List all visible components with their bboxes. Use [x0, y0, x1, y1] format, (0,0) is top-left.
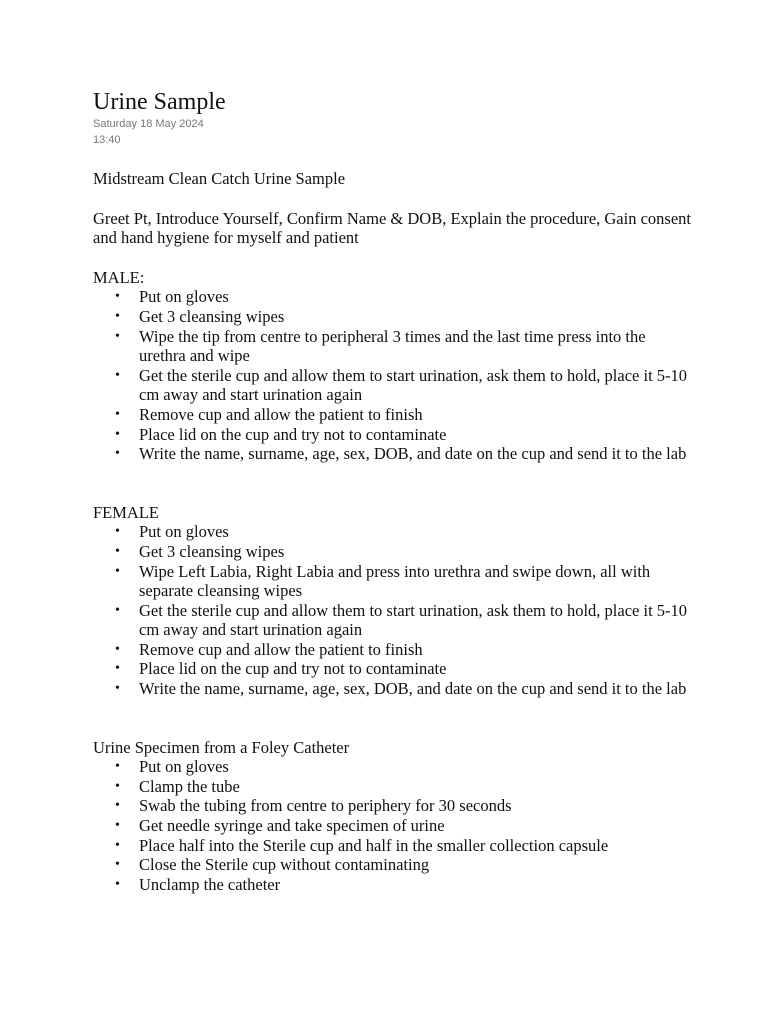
list-item: • Remove cup and allow the patient to finish [115, 404, 423, 424]
bullet-icon: • [115, 446, 120, 462]
list-item: • Get needle syringe and take specimen of urine [115, 816, 445, 836]
list-item: • Write the name, surname, age, sex, DOB, and date on the cup and send it to the lab [115, 444, 687, 464]
list-item: • Put on gloves [115, 287, 229, 307]
note-date: Saturday 18 May 2024 [93, 118, 204, 130]
list-item: • Place lid on the cup and try not to contaminate [115, 424, 447, 444]
bullet-icon: • [115, 798, 120, 814]
intro-paragraph: Greet Pt, Introduce Yourself, Confirm Name & DOB, Explain the procedure, Gain consent and hand hygiene for myself and patient [93, 208, 691, 248]
list-item: • Unclamp the catheter [115, 874, 281, 894]
bullet-icon: • [115, 759, 120, 775]
list-item: • Get 3 cleansing wipes [115, 306, 285, 326]
bullet-icon: • [115, 543, 120, 559]
bullet-icon: • [115, 818, 120, 834]
female-steps-list [93, 522, 693, 698]
list-item: • Write the name, surname, age, sex, DOB, and date on the cup and send it to the lab [115, 679, 687, 699]
list-item: • Swab the tubing from centre to periphery for 30 seconds [115, 796, 512, 816]
bullet-icon: • [115, 289, 120, 305]
note-subtitle: Midstream Clean Catch Urine Sample [93, 169, 346, 188]
bullet-icon: • [115, 876, 120, 892]
bullet-icon: • [115, 426, 120, 442]
bullet-icon: • [115, 367, 120, 383]
bullet-icon: • [115, 308, 120, 324]
bullet-icon: • [115, 524, 120, 540]
section-heading-female: FEMALE [93, 502, 159, 522]
list-item: • Wipe the tip from centre to peripheral 3 times and the last time press into the urethra and wipe [115, 326, 646, 366]
bullet-icon: • [115, 857, 120, 873]
male-steps-list [93, 287, 693, 463]
list-item: • Put on gloves [115, 757, 229, 777]
bullet-icon: • [115, 563, 120, 579]
bullet-icon: • [115, 837, 120, 853]
list-item: • Place half into the Sterile cup and half in the smaller collection capsule [115, 835, 609, 855]
section-heading-male: MALE: [93, 267, 145, 287]
bullet-icon: • [115, 406, 120, 422]
note-page [93, 88, 693, 894]
list-item: • Clamp the tube [115, 776, 240, 796]
list-item: • Remove cup and allow the patient to finish [115, 639, 423, 659]
list-item: • Place lid on the cup and try not to contaminate [115, 659, 447, 679]
bullet-icon: • [115, 328, 120, 344]
foley-steps-list [93, 757, 693, 894]
bullet-icon: • [115, 661, 120, 677]
bullet-icon: • [115, 641, 120, 657]
list-item: • Wipe Left Labia, Right Labia and press into urethra and swipe down, all with separate cleansing wipes [115, 561, 651, 601]
list-item: • Put on gloves [115, 522, 229, 542]
section-heading-foley: Urine Specimen from a Foley Catheter [93, 737, 350, 757]
bullet-icon: • [115, 778, 120, 794]
list-item: • Get 3 cleansing wipes [115, 541, 285, 561]
note-time: 13:40 [93, 134, 121, 146]
bullet-icon: • [115, 602, 120, 618]
list-item: • Get the sterile cup and allow them to start urination, ask them to hold, place it 5-10 cm away and start urination again [115, 365, 688, 405]
page-title: Urine Sample [93, 89, 226, 115]
list-item: • Get the sterile cup and allow them to start urination, ask them to hold, place it 5-10 cm away and start urination again [115, 600, 688, 640]
bullet-icon: • [115, 681, 120, 697]
list-item: • Close the Sterile cup without contaminating [115, 855, 430, 875]
